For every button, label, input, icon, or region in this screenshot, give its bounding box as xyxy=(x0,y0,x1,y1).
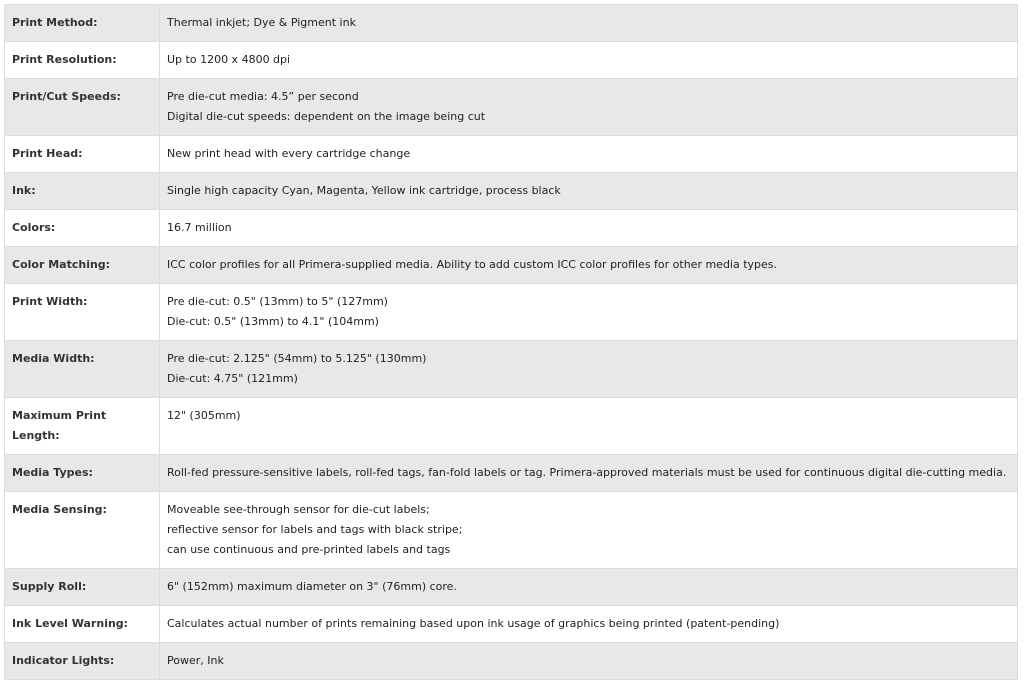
spec-value-line: Single high capacity Cyan, Magenta, Yellow ink cartridge, process black xyxy=(167,184,561,197)
spec-row xyxy=(5,643,1018,680)
spec-value-line: Pre die-cut media: 4.5” per second xyxy=(167,90,359,103)
spec-value xyxy=(160,569,1018,606)
spec-value xyxy=(160,643,1018,680)
spec-value xyxy=(160,247,1018,284)
spec-row xyxy=(5,455,1018,492)
spec-value-line: New print head with every cartridge change xyxy=(167,147,411,160)
spec-table xyxy=(4,4,1018,680)
spec-row xyxy=(5,341,1018,398)
spec-value xyxy=(160,455,1018,492)
spec-row xyxy=(5,569,1018,606)
spec-value-line: Roll-fed pressure-sensitive labels, roll-fed tags, fan-fold labels or tag. Primera-approved materials must be used for continuous digital die-cutting media. xyxy=(167,466,1007,479)
spec-row xyxy=(5,136,1018,173)
spec-value-line: Pre die-cut: 2.125" (54mm) to 5.125" (130mm) xyxy=(167,352,427,365)
spec-value xyxy=(160,136,1018,173)
spec-label: Color Matching: xyxy=(5,247,160,284)
spec-value-line: 16.7 million xyxy=(167,221,232,234)
spec-value xyxy=(160,284,1018,341)
spec-label: Print/Cut Speeds: xyxy=(5,79,160,136)
spec-value-line: Up to 1200 x 4800 dpi xyxy=(167,53,291,66)
spec-label: Colors: xyxy=(5,210,160,247)
spec-row xyxy=(5,79,1018,136)
spec-value-line: Die-cut: 4.75" (121mm) xyxy=(167,372,298,385)
spec-row xyxy=(5,606,1018,643)
spec-value xyxy=(160,341,1018,398)
spec-value xyxy=(160,5,1018,42)
spec-value-line: 6" (152mm) maximum diameter on 3" (76mm) core. xyxy=(167,580,457,593)
spec-label: Print Width: xyxy=(5,284,160,341)
spec-value-line: 12" (305mm) xyxy=(167,409,241,422)
spec-value-line: reflective sensor for labels and tags with black stripe; xyxy=(167,523,463,536)
spec-label: Media Sensing: xyxy=(5,492,160,569)
spec-row xyxy=(5,42,1018,79)
spec-value-line: Moveable see-through sensor for die-cut labels; xyxy=(167,503,430,516)
spec-value-line: can use continuous and pre-printed labels and tags xyxy=(167,543,451,556)
spec-value-line: Digital die-cut speeds: dependent on the image being cut xyxy=(167,110,486,123)
spec-row xyxy=(5,398,1018,455)
spec-value-line: Calculates actual number of prints remaining based upon ink usage of graphics being printed (patent-pending) xyxy=(167,617,780,630)
spec-row xyxy=(5,5,1018,42)
spec-value xyxy=(160,606,1018,643)
spec-value-line: ICC color profiles for all Primera-supplied media. Ability to add custom ICC color profiles for other media types. xyxy=(167,258,778,271)
spec-label: Supply Roll: xyxy=(5,569,160,606)
spec-label: Ink Level Warning: xyxy=(5,606,160,643)
spec-value-line: Die-cut: 0.5" (13mm) to 4.1" (104mm) xyxy=(167,315,379,328)
spec-table-body xyxy=(5,5,1018,680)
spec-value xyxy=(160,173,1018,210)
spec-value xyxy=(160,398,1018,455)
spec-row xyxy=(5,492,1018,569)
spec-label: Indicator Lights: xyxy=(5,643,160,680)
spec-value xyxy=(160,492,1018,569)
spec-row xyxy=(5,247,1018,284)
spec-row xyxy=(5,173,1018,210)
spec-label: Media Width: xyxy=(5,341,160,398)
spec-label: Ink: xyxy=(5,173,160,210)
spec-label: Print Resolution: xyxy=(5,42,160,79)
spec-row xyxy=(5,284,1018,341)
spec-label: Print Head: xyxy=(5,136,160,173)
spec-value-line: Thermal inkjet; Dye & Pigment ink xyxy=(167,16,356,29)
spec-label: Media Types: xyxy=(5,455,160,492)
spec-row xyxy=(5,210,1018,247)
spec-label: Maximum Print Length: xyxy=(5,398,160,455)
spec-label: Print Method: xyxy=(5,5,160,42)
spec-value xyxy=(160,210,1018,247)
spec-value xyxy=(160,79,1018,136)
spec-value-line: Power, Ink xyxy=(167,654,224,667)
spec-value-line: Pre die-cut: 0.5" (13mm) to 5" (127mm) xyxy=(167,295,388,308)
spec-value xyxy=(160,42,1018,79)
